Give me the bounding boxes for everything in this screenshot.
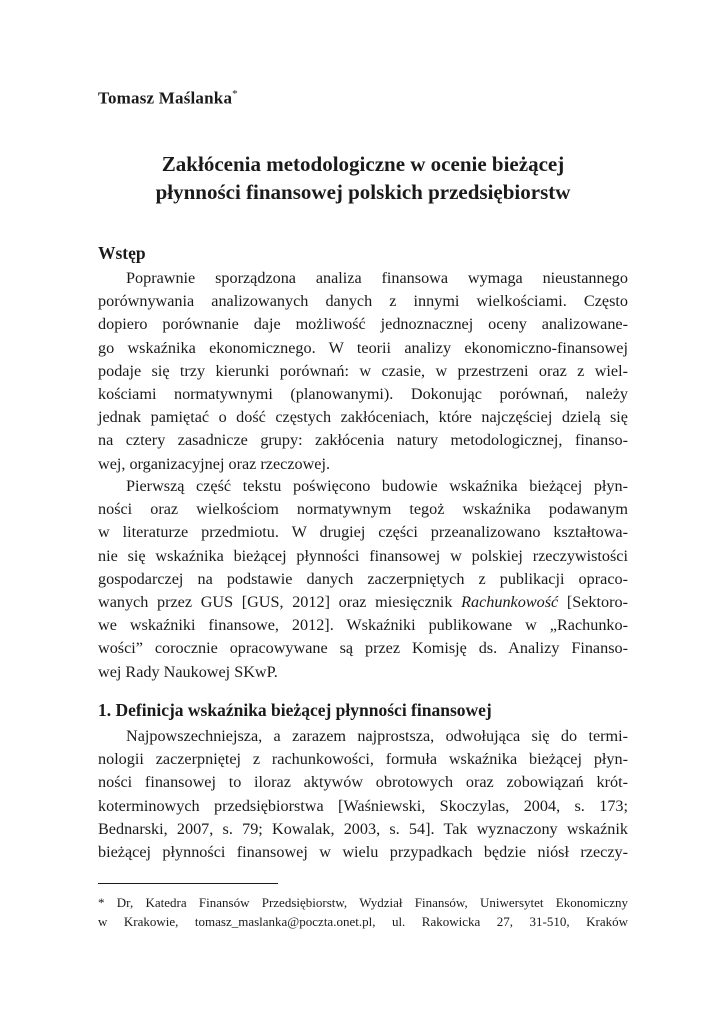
text-line: jednak pamiętać o dość częstych zakłóceniach, które najczęściej dzielą się [98,408,628,427]
text-line: Bednarski, 2007, s. 79; Kowalak, 2003, s. 54]. Tak wyznaczony wskaźnik [98,819,628,838]
title-line-2: płynności finansowej polskich przedsiębiorstw [155,180,571,204]
footnote-line: * Dr, Katedra Finansów Przedsiębiorstw, Wydział Finansów, Uniwersytet Ekonomiczny [98,895,628,910]
text-line: kościami normatywnymi (planowanymi). Dokonując porównań, należy [98,384,628,403]
text-line: wej Rady Naukowej SKwP. [98,662,278,681]
title-line-1: Zakłócenia metodologiczne w ocenie bieżącej [161,152,565,176]
text-line: we wskaźniki finansowe, 2012]. Wskaźniki publikowane w „Rachunko- [98,616,628,635]
paper-title [98,150,628,206]
text-line: w literaturze przedmiotu. W drugiej części przeanalizowano kształtowa- [98,523,628,542]
text-segment: wanych przez GUS [GUS, 2012] oraz miesięcznik [98,592,462,611]
text-line: wości” corocznie opracowywane są przez Komisję ds. Analizy Finanso- [98,639,628,658]
paragraph-intro-2 [98,475,628,684]
section-heading-1: 1. Definicja wskaźnika bieżącej płynności finansowej [98,700,492,720]
paragraph-intro-1 [98,267,628,476]
text-line: Najpowszechniejsza, a zarazem najprostsza, odwołująca się do termi- [126,727,628,745]
text-line: ności oraz wielkościom normatywnym tegoż wskaźnika podawanym [98,500,628,519]
text-line: Pierwszą część tekstu poświęcono budowie wskaźnika bieżącej płyn- [126,477,628,495]
text-line: go wskaźnika ekonomicznego. W teorii analizy ekonomiczno-finansowej [98,338,628,357]
text-line: bieżącej płynności finansowej w wielu przypadkach będzie niósł rzeczy- [98,842,628,861]
paragraph-section-1 [98,725,628,864]
text-line: wej, organizacyjnej oraz rzeczowej. [98,454,331,473]
text-line: porównywania analizowanych danych z innymi wielkościami. Często [98,292,628,311]
journal-title: Rachunkowość [461,592,559,611]
text-line: podaje się trzy kierunki porównań: w czasie, w przestrzeni oraz z wiel- [98,361,628,380]
footnote-divider [98,883,278,884]
section-heading-intro: Wstęp [98,243,146,263]
text-line [98,591,628,614]
text-line: Poprawnie sporządzona analiza finansowa wymaga nieustannego [126,269,628,287]
author-name: Tomasz Maślanka* [98,88,238,108]
text-line: nologii zaczerpniętej z rachunkowości, formuła wskaźnika bieżącej płyn- [98,750,628,769]
text-line: dopiero porównanie daje możliwość jednoznacznej oceny analizowane- [98,315,628,334]
text-line: na cztery zasadnicze grupy: zakłócenia natury metodologicznej, finanso- [98,431,628,450]
text-line: koterminowych przedsiębiorstwa [Waśniewski, Skoczylas, 2004, s. 173; [98,796,628,815]
text-segment: [Sektoro- [558,592,628,611]
footnote-marker: * [232,88,238,100]
text-line: gospodarczej na podstawie danych zaczerpniętych z publikacji opraco- [98,569,628,588]
text-line: ności finansowej to iloraz aktywów obrotowych oraz zobowiązań krót- [98,773,628,792]
footnote-line: w Krakowie, tomasz_maslanka@poczta.onet.pl, ul. Rakowicka 27, 31-510, Kraków [98,914,628,929]
text-line: nie się wskaźnika bieżącej płynności finansowej w polskiej rzeczywistości [98,546,628,565]
footnote [98,893,628,931]
